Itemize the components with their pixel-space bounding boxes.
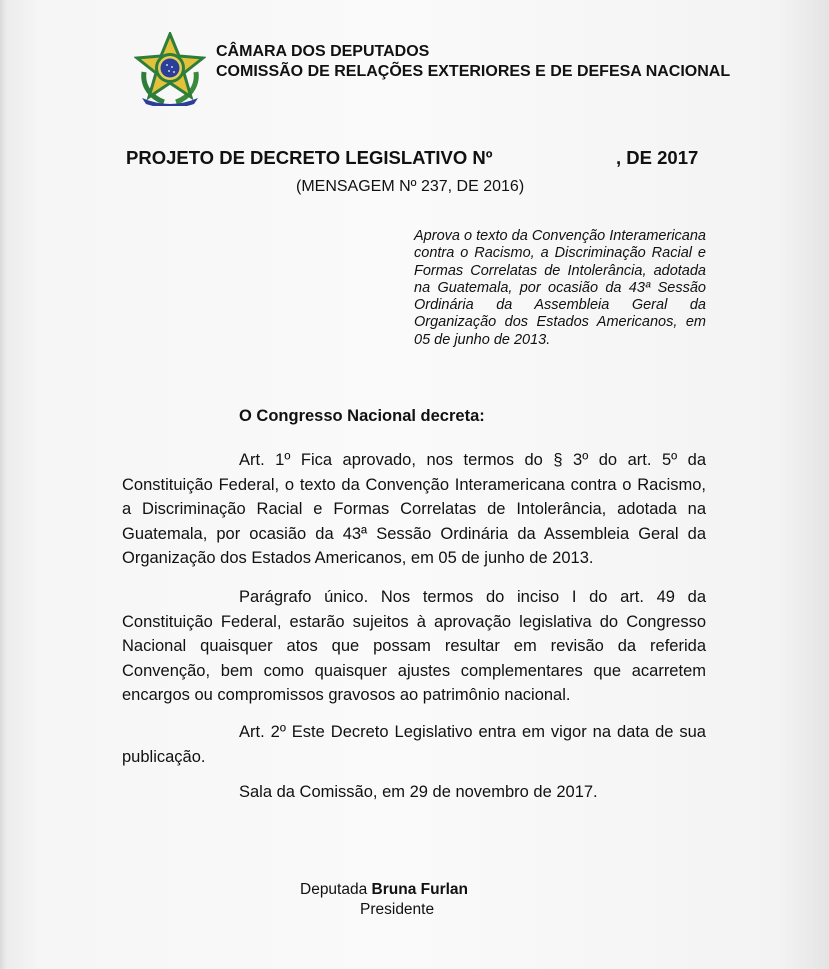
paragraph-unico: Parágrafo único. Nos termos do inciso I do art. 49 da Constituição Federal, estarão sujeitos à aprovação legislativa do Congresso Nacional quaisquer atos que possam resultar em revisão da referida Convenção, bem como quaisquer ajustes complementares que acarretem encargos ou compromissos gravosos ao patrimônio nacional. bbox=[122, 588, 706, 704]
decree-intro: O Congresso Nacional decreta: bbox=[239, 407, 485, 425]
article-1: Art. 1º Fica aprovado, nos termos do § 3º do art. 5º da Constituição Federal, o texto da Convenção Interamericana contra o Racismo, a Discriminação Racial e Formas Correlatas de Intolerância, adotada na Guatemala, por ocasião da 43ª Sessão Ordinária da Assembleia Geral da Organização dos Estados Americanos, em 05 de junho de 2013. bbox=[122, 451, 706, 567]
document-header bbox=[216, 42, 730, 82]
signature-role: Presidente bbox=[360, 901, 435, 918]
brazil-coat-of-arms-icon bbox=[134, 32, 206, 106]
place-date: Sala da Comissão, em 29 de novembro de 2017. bbox=[239, 783, 598, 801]
article-2: Art. 2º Este Decreto Legislativo entra em vigor na data de sua publicação. bbox=[122, 723, 706, 766]
message-reference: (MENSAGEM Nº 237, DE 2016) bbox=[296, 178, 525, 195]
signature-prefix: Deputada bbox=[300, 881, 368, 898]
signature-block bbox=[300, 880, 500, 920]
title-year: , DE 2017 bbox=[616, 147, 699, 168]
ementa-summary: Aprova o texto da Convenção Interamericana contra o Racismo, a Discriminação Racial e Formas Correlatas de Intolerância, adotada na Guatemala, por ocasião da 43ª Sessão Ordinária da Assembleia Geral da Organização dos Estados Americanos, em 05 de junho de 2013. bbox=[414, 228, 706, 348]
committee-name: COMISSÃO DE RELAÇÕES EXTERIORES E DE DEFESA NACIONAL bbox=[216, 63, 731, 80]
org-name: CÂMARA DOS DEPUTADOS bbox=[216, 43, 430, 60]
title-number: PROJETO DE DECRETO LEGISLATIVO Nº bbox=[126, 147, 493, 168]
signature-name: Bruna Furlan bbox=[371, 881, 468, 898]
